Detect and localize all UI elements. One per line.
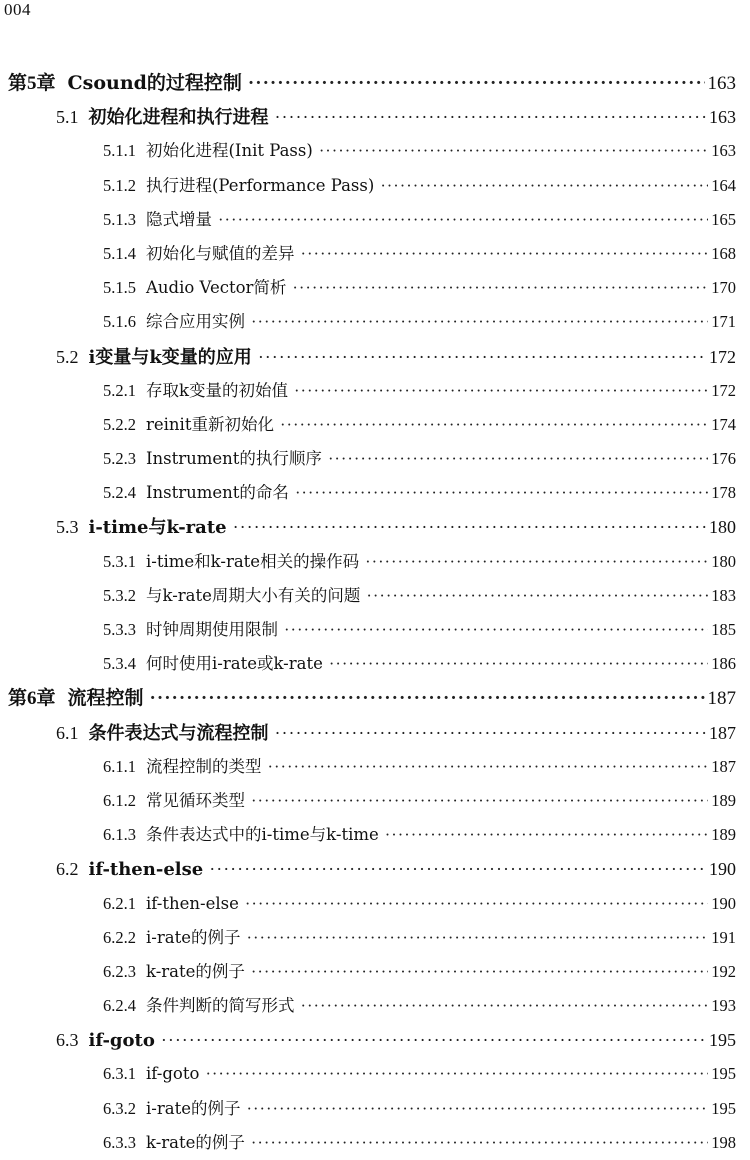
toc-dot-leader (251, 1126, 708, 1160)
toc-entry-number: 5.1 (56, 107, 79, 128)
toc-chapter-row (0, 66, 736, 100)
toc-entry-page: 172 (709, 346, 736, 367)
toc-subsection-row (0, 169, 736, 203)
toc-entry-page: 189 (711, 825, 736, 845)
toc-entry-page: 195 (711, 1064, 736, 1084)
toc-subsection-row (0, 579, 736, 613)
toc-subsection-row (0, 921, 736, 955)
toc-entry-title: 常见循环类型 (146, 790, 245, 810)
toc-entry-title: 与k-rate周期大小有关的问题 (146, 585, 361, 605)
toc-entry-page: 178 (711, 483, 736, 503)
toc-subsection-row (0, 1057, 736, 1091)
toc-entry-number: 6.1.2 (103, 790, 136, 810)
toc-dot-leader (275, 100, 707, 134)
toc-entry-number: 5.1.6 (103, 312, 136, 332)
toc-section-row (0, 1023, 736, 1057)
toc-entry-number: 5.3.2 (103, 585, 136, 605)
toc-dot-leader (385, 818, 708, 852)
toc-dot-leader (251, 305, 708, 339)
toc-dot-leader (246, 1092, 708, 1126)
toc-entry-number: 5.1.2 (103, 175, 136, 195)
toc-dot-leader (365, 545, 708, 579)
toc-entry-page: 168 (711, 243, 736, 263)
toc-entry-title: 流程控制的类型 (146, 756, 262, 776)
toc-dot-leader (366, 579, 708, 613)
toc-entry-number: 6.3.1 (103, 1064, 136, 1084)
toc-entry-number: 5.2.4 (103, 483, 136, 503)
toc-section-row (0, 716, 736, 750)
toc-dot-leader (292, 271, 708, 305)
toc-subsection-row (0, 442, 736, 476)
toc-dot-leader (380, 169, 708, 203)
toc-section-row (0, 510, 736, 544)
toc-subsection-row (0, 955, 736, 989)
toc-entry-title: 流程控制 (67, 687, 144, 710)
toc-entry-title: 初始化与赋值的差异 (146, 243, 295, 263)
toc-entry-page: 191 (711, 927, 736, 947)
toc-entry-number: 5.1.5 (103, 278, 136, 298)
toc-subsection-row (0, 305, 736, 339)
toc-subsection-row (0, 887, 736, 921)
toc-entry-title: Audio Vector简析 (146, 278, 287, 298)
toc-entry-number: 6.2 (56, 859, 79, 880)
toc-entry-page: 180 (711, 551, 736, 571)
toc-dot-leader (209, 852, 706, 886)
toc-entry-page: 163 (707, 73, 736, 94)
toc-subsection-row (0, 647, 736, 681)
toc-entry-page: 187 (709, 722, 736, 743)
toc-section-row (0, 100, 736, 134)
toc-entry-page: 193 (711, 996, 736, 1016)
toc-dot-leader (284, 613, 708, 647)
toc-entry-page: 195 (711, 1098, 736, 1118)
toc-entry-title: i-rate的例子 (146, 1098, 241, 1118)
toc-entry-title: 初始化进程(Init Pass) (146, 141, 313, 161)
table-of-contents (0, 66, 736, 1160)
toc-entry-title: if-then-else (88, 859, 204, 881)
toc-subsection-row (0, 989, 736, 1023)
toc-entry-page: 187 (707, 688, 736, 710)
toc-entry-number: 第6章 (8, 688, 56, 710)
toc-entry-page: 190 (709, 859, 736, 880)
toc-dot-leader (205, 1057, 708, 1091)
toc-entry-title: 何时使用i-rate或k-rate (146, 654, 323, 674)
toc-entry-number: 6.3 (56, 1030, 79, 1051)
toc-entry-page: 192 (711, 961, 736, 981)
toc-dot-leader (161, 1023, 706, 1057)
toc-entry-page: 187 (711, 756, 736, 776)
toc-entry-page: 174 (711, 414, 736, 434)
toc-entry-title: 综合应用实例 (146, 312, 245, 332)
toc-subsection-row (0, 408, 736, 442)
toc-subsection-row (0, 134, 736, 168)
toc-entry-number: 5.2 (56, 346, 79, 367)
toc-dot-leader (251, 955, 708, 989)
toc-dot-leader (245, 887, 708, 921)
toc-dot-leader (329, 647, 708, 681)
toc-entry-number: 6.3.2 (103, 1098, 136, 1118)
toc-entry-number: 6.2.2 (103, 927, 136, 947)
toc-entry-page: 164 (711, 175, 736, 195)
toc-entry-title: 条件表达式中的i-time与k-time (146, 825, 379, 845)
toc-entry-title: if-then-else (146, 893, 239, 913)
toc-dot-leader (218, 203, 708, 237)
toc-entry-number: 6.3.3 (103, 1132, 136, 1152)
toc-entry-title: i-time和k-rate相关的操作码 (146, 551, 360, 571)
toc-entry-page: 176 (711, 449, 736, 469)
toc-dot-leader (295, 476, 708, 510)
toc-entry-title: reinit重新初始化 (146, 414, 274, 434)
toc-entry-number: 5.1.4 (103, 243, 136, 263)
toc-entry-number: 5.3.3 (103, 620, 136, 639)
toc-entry-title: if-goto (88, 1030, 155, 1052)
toc-dot-leader (301, 989, 709, 1023)
toc-section-row (0, 852, 736, 886)
toc-entry-number: 6.2.4 (103, 996, 136, 1016)
toc-entry-title: 条件判断的简写形式 (146, 996, 295, 1016)
page-number: 004 (4, 0, 31, 19)
toc-entry-title: 隐式增量 (146, 209, 212, 229)
toc-entry-number: 6.1.1 (103, 756, 136, 776)
toc-subsection-row (0, 271, 736, 305)
toc-section-row (0, 340, 736, 374)
toc-entry-page: 190 (711, 893, 736, 913)
toc-entry-title: i变量与k变量的应用 (88, 346, 252, 368)
toc-entry-title: 存取k变量的初始值 (146, 380, 288, 400)
toc-subsection-row (0, 374, 736, 408)
toc-entry-number: 5.2.2 (103, 414, 136, 434)
toc-entry-title: 条件表达式与流程控制 (88, 722, 269, 744)
toc-entry-number: 5.3.1 (103, 551, 136, 571)
toc-entry-page: 189 (711, 790, 736, 810)
toc-entry-title: 执行进程(Performance Pass) (146, 175, 375, 195)
toc-dot-leader (328, 442, 708, 476)
toc-dot-leader (248, 67, 705, 101)
toc-subsection-row (0, 1126, 736, 1160)
toc-subsection-row (0, 545, 736, 579)
toc-entry-number: 5.2.1 (103, 380, 136, 400)
toc-entry-page: 185 (711, 620, 736, 639)
toc-entry-page: 186 (711, 654, 736, 674)
toc-entry-number: 5.3 (56, 517, 79, 538)
toc-entry-page: 170 (711, 278, 736, 298)
toc-entry-number: 5.3.4 (103, 654, 136, 674)
toc-entry-number: 6.1 (56, 722, 79, 743)
toc-chapter-row (0, 681, 736, 715)
toc-entry-title: Instrument的命名 (146, 483, 289, 503)
toc-entry-page: 195 (709, 1030, 736, 1051)
toc-subsection-row (0, 818, 736, 852)
toc-dot-leader (319, 134, 708, 168)
toc-entry-page: 183 (711, 585, 736, 605)
toc-entry-page: 180 (709, 517, 736, 538)
toc-entry-title: 初始化进程和执行进程 (88, 107, 269, 129)
toc-subsection-row (0, 203, 736, 237)
toc-entry-title: i-time与k-rate (88, 517, 227, 539)
toc-entry-title: Instrument的执行顺序 (146, 449, 322, 469)
toc-entry-page: 198 (711, 1132, 736, 1152)
toc-entry-number: 第5章 (8, 73, 56, 94)
toc-dot-leader (258, 340, 706, 374)
toc-dot-leader (301, 237, 709, 271)
toc-entry-title: k-rate的例子 (146, 1132, 245, 1152)
toc-entry-number: 6.2.3 (103, 961, 136, 981)
toc-dot-leader (294, 374, 708, 408)
toc-entry-title: k-rate的例子 (146, 961, 245, 981)
toc-dot-leader (275, 716, 707, 750)
toc-entry-page: 163 (711, 141, 736, 161)
toc-entry-page: 165 (711, 209, 736, 229)
toc-entry-number: 6.2.1 (103, 893, 136, 913)
toc-entry-title: if-goto (146, 1064, 200, 1084)
toc-subsection-row (0, 476, 736, 510)
toc-entry-number: 5.1.3 (103, 209, 136, 229)
toc-dot-leader (268, 750, 709, 784)
toc-entry-number: 5.1.1 (103, 141, 136, 161)
toc-entry-page: 172 (711, 380, 736, 400)
toc-dot-leader (280, 408, 708, 442)
toc-dot-leader (233, 510, 706, 544)
toc-entry-title: Csound的过程控制 (67, 72, 242, 94)
toc-entry-title: 时钟周期使用限制 (146, 620, 278, 639)
toc-entry-title: i-rate的例子 (146, 927, 241, 947)
toc-entry-page: 171 (711, 312, 736, 332)
toc-entry-number: 6.1.3 (103, 825, 136, 845)
toc-dot-leader (246, 921, 708, 955)
toc-entry-number: 5.2.3 (103, 449, 136, 469)
toc-subsection-row (0, 784, 736, 818)
toc-subsection-row (0, 613, 736, 647)
toc-subsection-row (0, 750, 736, 784)
toc-dot-leader (251, 784, 708, 818)
toc-subsection-row (0, 1092, 736, 1126)
toc-entry-page: 163 (709, 107, 736, 128)
toc-subsection-row (0, 237, 736, 271)
toc-dot-leader (150, 682, 705, 716)
